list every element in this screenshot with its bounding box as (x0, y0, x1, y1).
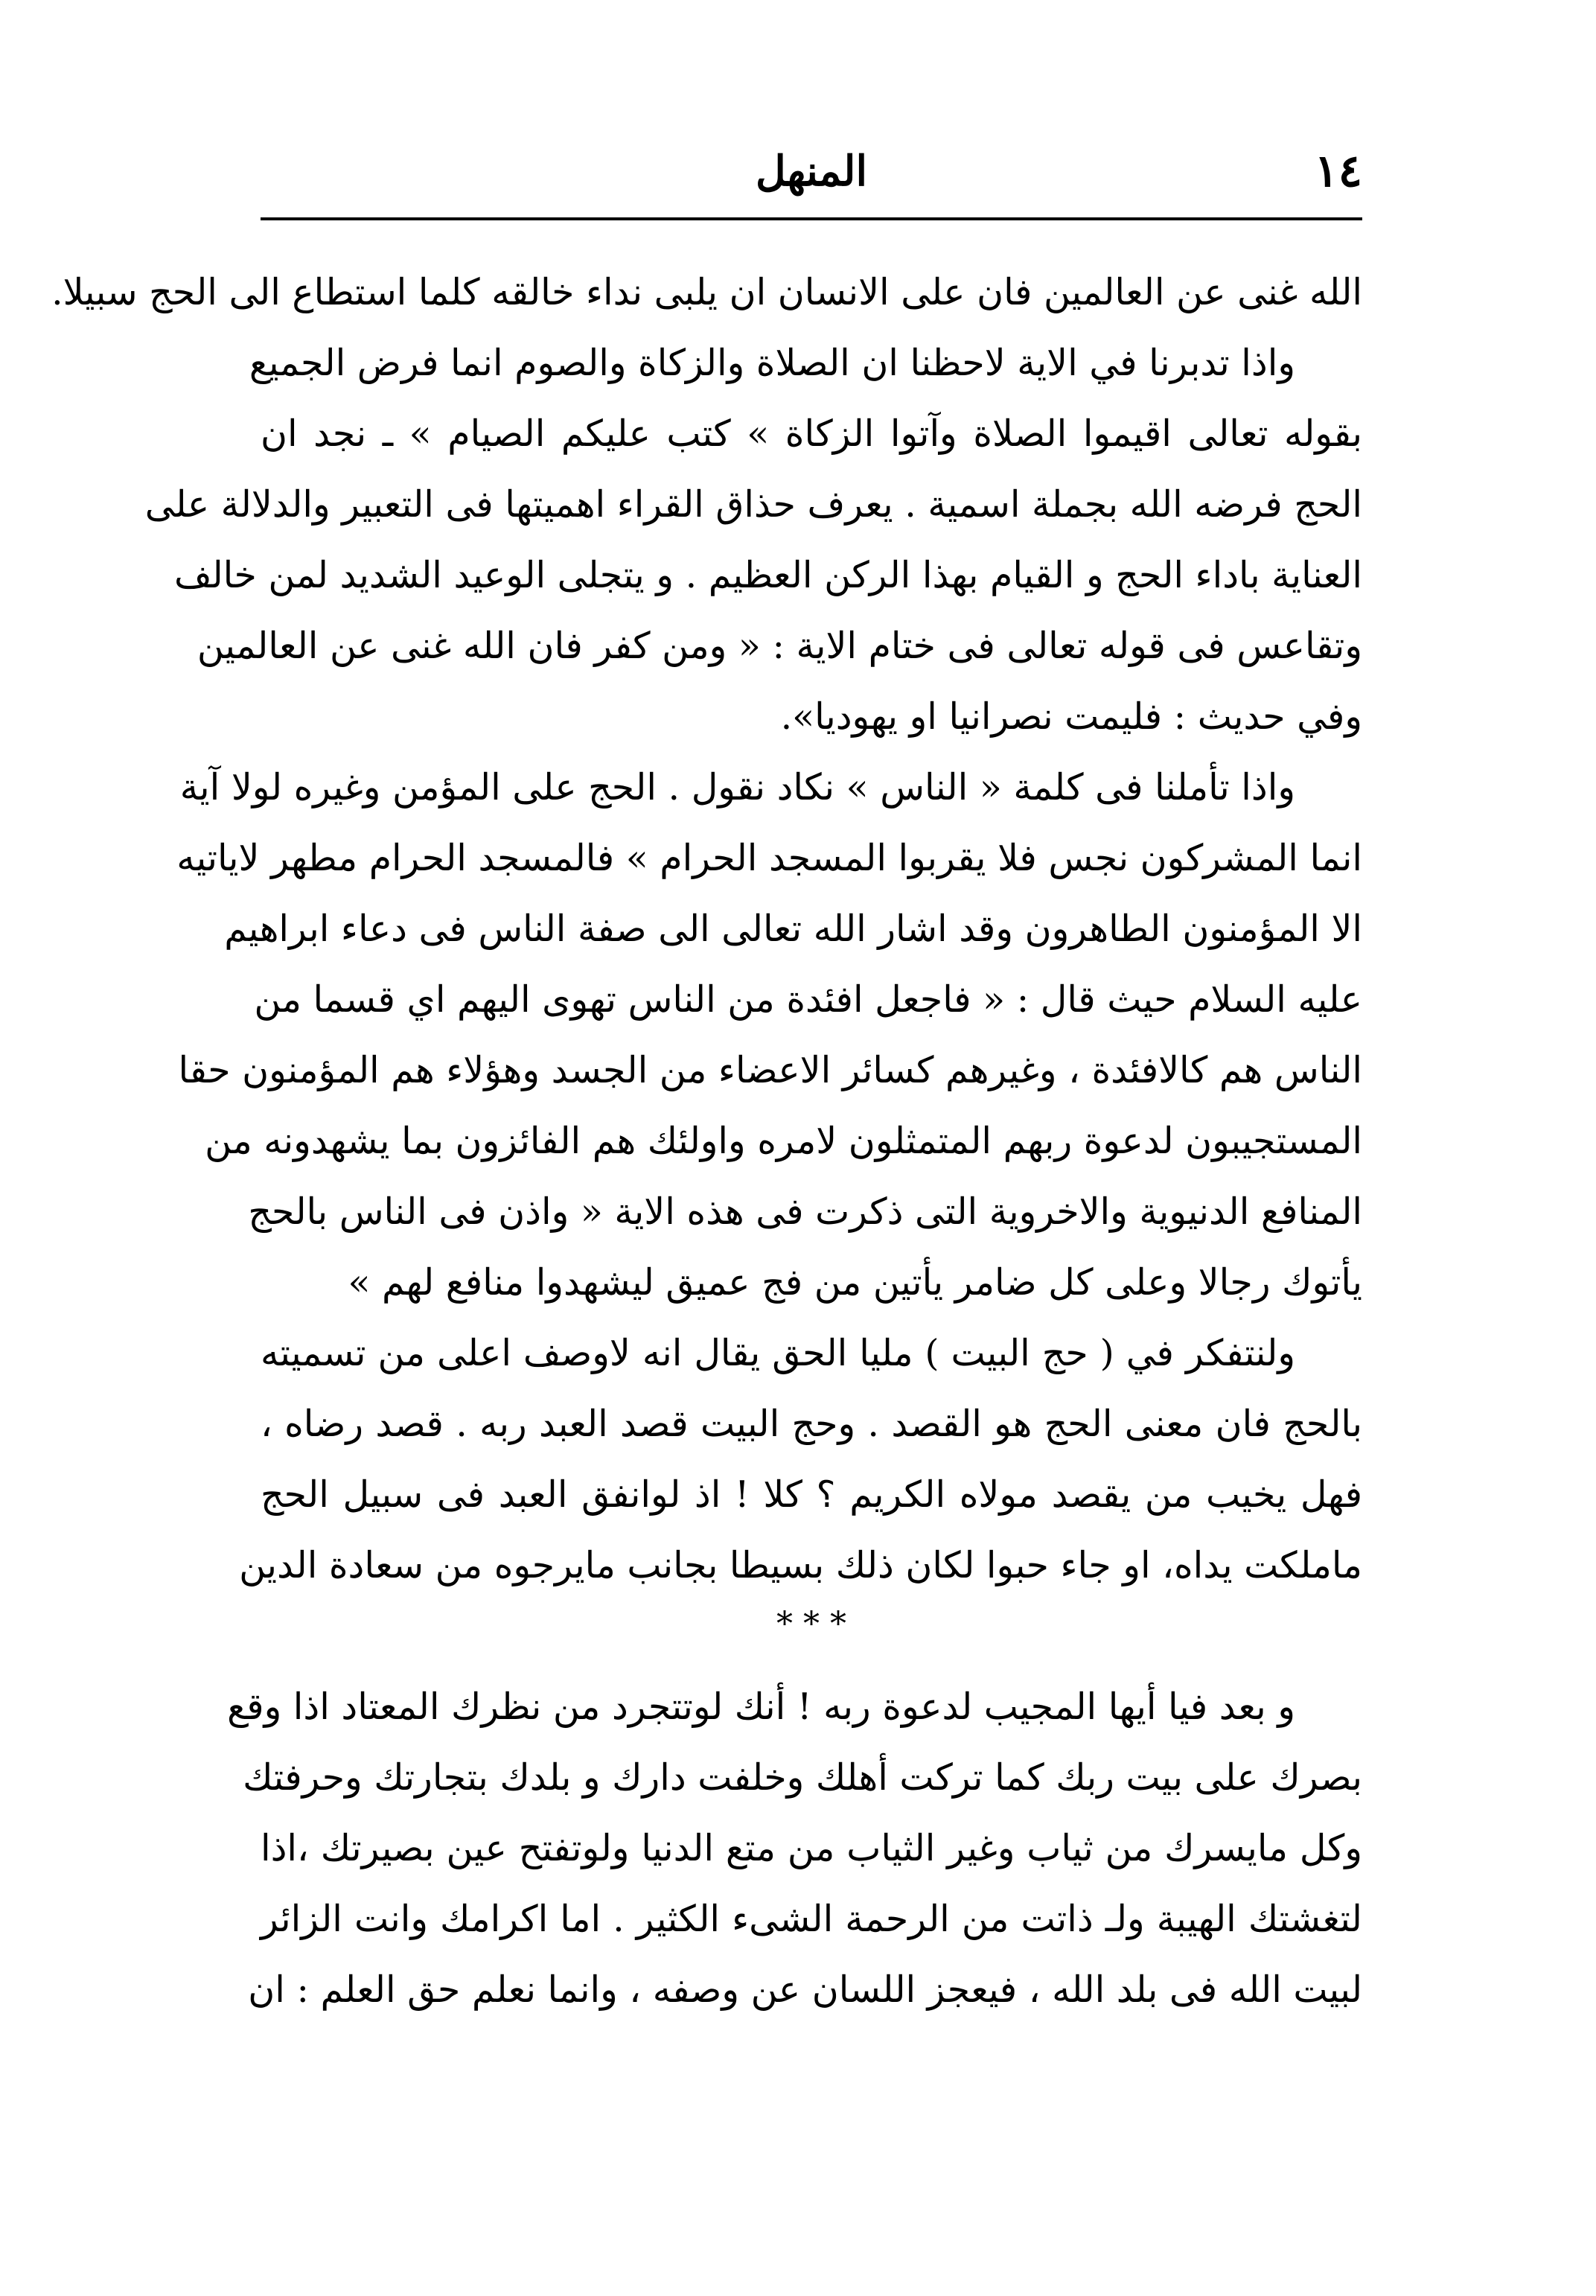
text-line: وتقاعس فى قوله تعالى فى ختام الاية : « ومن كفر فان الله غنى عن العالمين (197, 625, 1362, 667)
text-line: و بعد فيا أيها المجيب لدعوة ربه ! أنك لوتتجرد من نظرك المعتاد اذا وقع (227, 1686, 1295, 1728)
header-rule (261, 217, 1362, 220)
text-line: بصرك على بيت ربك كما تركت أهلك وخلفت دارك و بلدك بتجارتك وحرفتك (243, 1756, 1362, 1799)
text-line: ولنتفكر في ( حج البيت ) مليا الحق يقال انه لاوصف اعلى من تسميته (261, 1332, 1295, 1374)
text-line: وكل مايسرك من ثياب وغير الثياب من متع الدنيا ولوتفتح عين بصيرتك ،اذا (261, 1827, 1362, 1869)
text-line: الحج فرضه الله بجملة اسمية . يعرف حذاق القراء اهميتها فى التعبير والدلالة على (144, 483, 1362, 526)
text-line: واذا تدبرنا في الاية لاحظنا ان الصلاة والزكاة والصوم انما فرض الجميع (249, 342, 1295, 384)
text-line: واذا تأملنا فى كلمة « الناس » نكاد نقول . الحج على المؤمن وغيره لولا آية (179, 766, 1295, 809)
text-line: العناية باداء الحج و القيام بهذا الركن العظيم . و يتجلى الوعيد الشديد لمن خالف (173, 554, 1362, 596)
text-line: عليه السلام حيث قال : « فاجعل افئدة من الناس تهوى اليهم اي قسما من (254, 978, 1362, 1021)
page-number: ١٤ (1314, 145, 1362, 197)
text-line: فهل يخيب من يقصد مولاه الكريم ؟ كلا ! اذ لوانفق العبد فى سبيل الحج (261, 1473, 1362, 1516)
text-line: المستجيبون لدعوة ربهم المتمثلون لامره واولئك هم الفائزون بما يشهدونه من (205, 1120, 1362, 1162)
text-line: يأتوك رجالا وعلى كل ضامر يأتين من فج عميق ليشهدوا منافع لهم » (348, 1261, 1362, 1304)
text-line: بالحج فان معنى الحج هو القصد . وحج البيت قصد العبد ربه . قصد رضاه ، (261, 1403, 1362, 1445)
text-line: انما المشركون نجس فلا يقربوا المسجد الحرام » فالمسجد الحرام مطهر لاياتيه (176, 837, 1362, 879)
text-line: لتغشتك الهيبة ولـ ذاتت من الرحمة الشىء الكثير . اما اكرامك وانت الزائر (261, 1898, 1362, 1940)
text-line: الله غنى عن العالمين فان على الانسان ان يلبى نداء خالقه كلما استطاع الى الحج سبيلا. (51, 271, 1362, 313)
text-line: المنافع الدنيوية والاخروية التى ذكرت فى هذه الاية « واذن فى الناس بالحج (248, 1190, 1362, 1233)
text-line: الناس هم كالافئدة ، وغيرهم كسائر الاعضاء من الجسد وهؤلاء هم المؤمنون حقا (178, 1049, 1362, 1091)
section-separator (261, 1601, 1362, 1671)
text-line: الا المؤمنون الطاهرون وقد اشار الله تعالى الى صفة الناس فى دعاء ابراهيم (224, 908, 1362, 950)
body-text (51, 257, 1362, 2025)
separator-stars: * * * (776, 1605, 846, 1643)
text-line: ماملكت يداه، او جاء حبوا لكان ذلك بسيطا بجانب مايرجوه من سعادة الدين (239, 1544, 1362, 1587)
text-line: لبيت الله فى بلد الله ، فيعجز اللسان عن وصفه ، وانما نعلم حق العلم : ان (248, 1968, 1362, 2011)
text-line: بقوله تعالى اقيموا الصلاة وآتوا الزكاة » كتب عليكم الصيام » ـ نجد ان (261, 412, 1362, 455)
text-line: وفي حديث : فليمت نصرانيا او يهوديا». (780, 695, 1362, 738)
page-header (261, 141, 1362, 216)
running-title: المنهل (755, 147, 868, 196)
